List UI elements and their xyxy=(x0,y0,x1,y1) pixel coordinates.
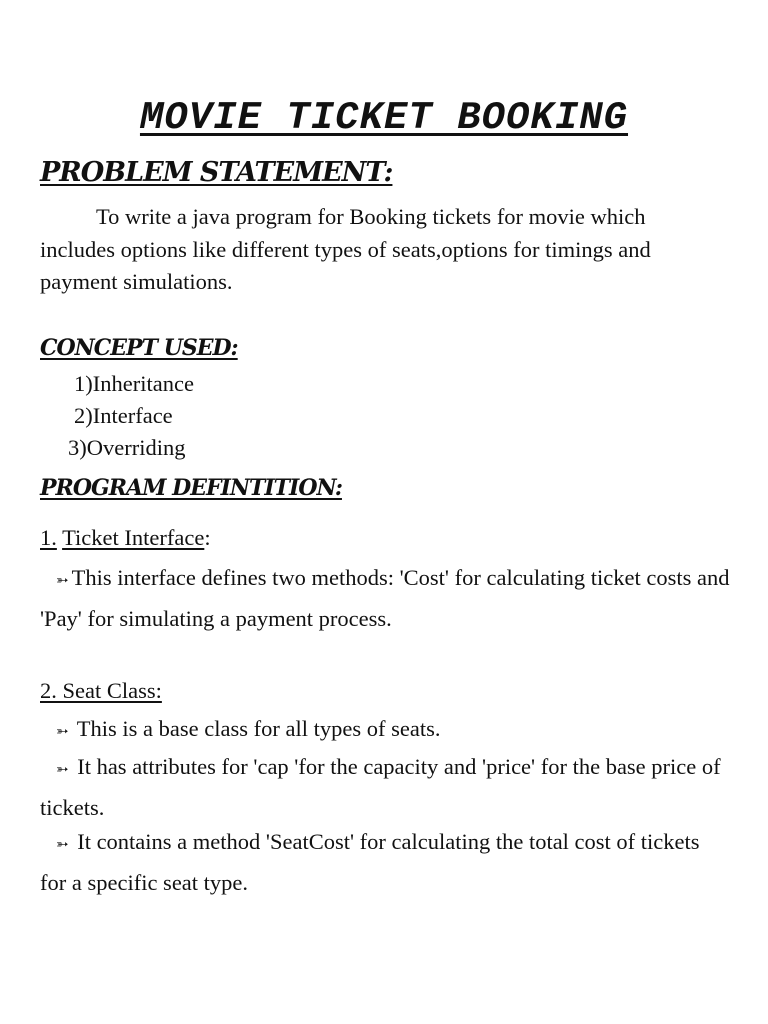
seat-class-description-2: It has attributes for 'cap 'for the capacity and 'price' for the base price of tickets. xyxy=(40,754,721,820)
problem-statement-text xyxy=(40,201,720,299)
seat-class-label: 2. Seat Class: xyxy=(40,678,162,703)
problem-statement-heading: PROBLEM STATEMENT: xyxy=(40,157,393,188)
seat-class-description-3: It contains a method 'SeatCost' for calculating the total cost of tickets for a specific seat type. xyxy=(40,829,700,895)
concept-used-heading: CONCEPT USED: xyxy=(40,335,238,361)
ticket-interface-name: Ticket Interface xyxy=(62,525,205,550)
seat-class-bullet-2 xyxy=(40,748,730,826)
problem-statement-body: To write a java program for Booking tickets for movie which includes options like different types of seats,options for timings and payment simulations. xyxy=(40,204,651,294)
concept-item-inheritance: 1)Inheritance xyxy=(74,371,194,396)
arrow-bullet-icon: ➳ xyxy=(56,722,69,740)
ticket-interface-colon: : xyxy=(204,525,211,550)
ticket-interface-description: This interface defines two methods: 'Cost' for calculating ticket costs and 'Pay' for simulating a payment process. xyxy=(40,565,730,631)
arrow-bullet-icon: ➳ xyxy=(56,760,69,778)
seat-class-bullet-1 xyxy=(40,710,730,751)
ticket-interface-subheading xyxy=(40,522,211,554)
document-title: MOVIE TICKET BOOKING xyxy=(139,96,629,140)
ticket-interface-bullet xyxy=(40,559,730,637)
seat-class-subheading xyxy=(40,675,162,707)
seat-class-bullet-3 xyxy=(40,823,730,901)
arrow-bullet-icon: ➳ xyxy=(56,835,69,853)
program-definition-heading: PROGRAM DEFINTITION: xyxy=(40,475,342,501)
concept-item-overriding: 3)Overriding xyxy=(68,435,186,460)
seat-class-description-1: This is a base class for all types of seats. xyxy=(71,716,441,741)
arrow-bullet-icon: ➳ xyxy=(56,571,69,589)
concept-item-interface: 2)Interface xyxy=(74,403,173,428)
ticket-interface-number: 1. xyxy=(40,525,57,550)
